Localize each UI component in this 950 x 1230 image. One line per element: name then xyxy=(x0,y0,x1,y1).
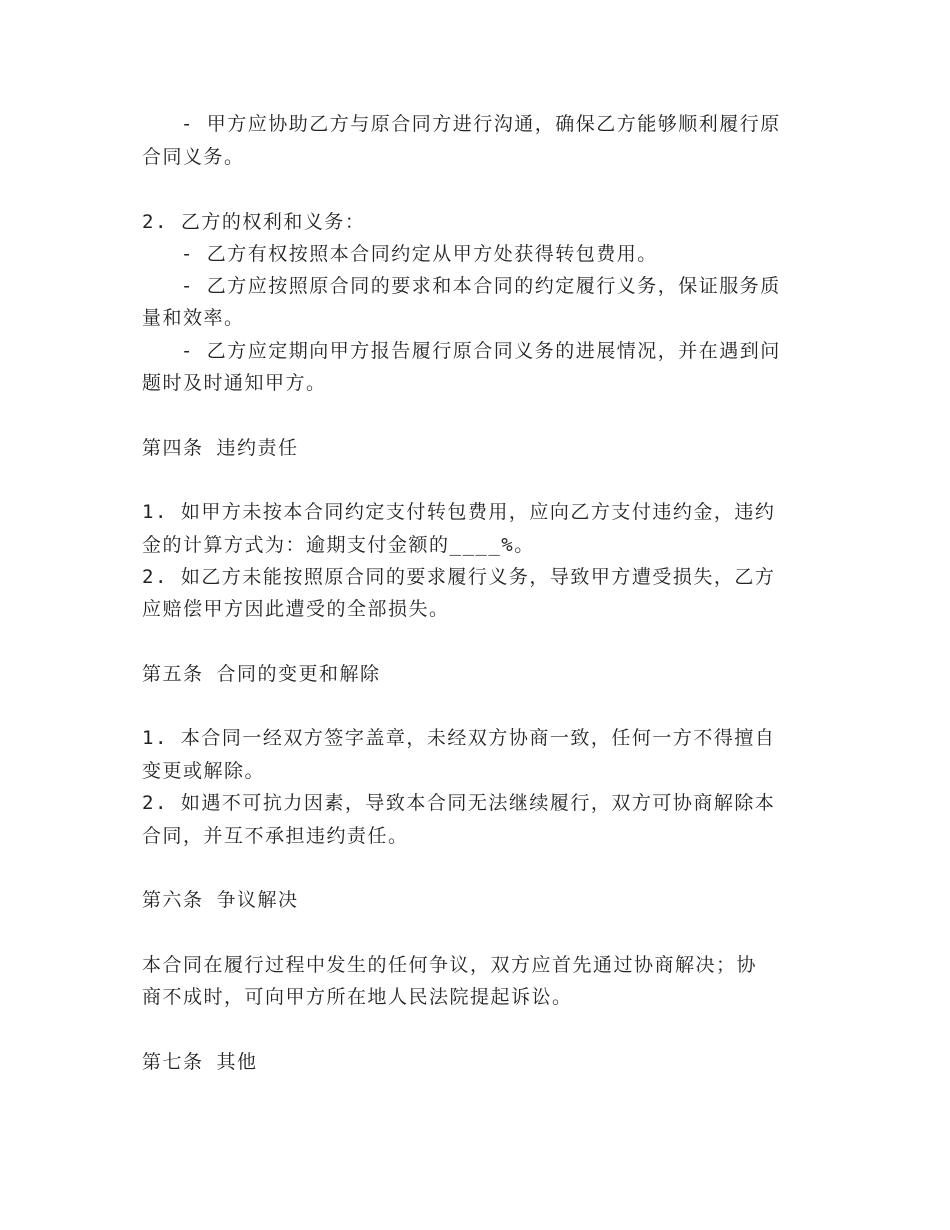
text-line: 1. 如甲方未按本合同约定支付转包费用，应向乙方支付违约金，违约 xyxy=(142,501,776,523)
section-heading: 第六条 争议解决 xyxy=(142,889,299,911)
text-line: - 乙方应按照原合同的要求和本合同的约定履行义务，保证服务质 xyxy=(142,275,781,297)
section-heading: 第四条 违约责任 xyxy=(142,437,299,459)
text-line: 金的计算方式为：逾期支付金额的____%。 xyxy=(142,534,535,556)
text-line: 合同义务。 xyxy=(142,146,245,168)
text-line: - 乙方应定期向甲方报告履行原合同义务的进展情况，并在遇到问 xyxy=(142,340,781,362)
text-line: 2. 乙方的权利和义务： xyxy=(142,211,366,233)
section-heading: 第七条 其他 xyxy=(142,1051,258,1073)
text-line: 变更或解除。 xyxy=(142,760,266,782)
section-heading: 第五条 合同的变更和解除 xyxy=(142,663,381,685)
text-line: - 乙方有权按照本合同约定从甲方处获得转包费用。 xyxy=(142,243,658,265)
text-line: 题时及时通知甲方。 xyxy=(142,372,327,394)
text-line: 应赔偿甲方因此遭受的全部损失。 xyxy=(142,598,450,620)
text-line: 合同，并互不承担违约责任。 xyxy=(142,825,409,847)
text-line: 量和效率。 xyxy=(142,307,245,329)
text-line: 2. 如乙方未能按照原合同的要求履行义务，导致甲方遭受损失，乙方 xyxy=(142,566,776,588)
text-line: 商不成时，可向甲方所在地人民法院提起诉讼。 xyxy=(142,986,573,1008)
text-line: - 甲方应协助乙方与原合同方进行沟通，确保乙方能够顺利履行原 xyxy=(142,113,781,135)
text-line: 2. 如遇不可抗力因素，导致本合同无法继续履行，双方可协商解除本 xyxy=(142,792,776,814)
text-line: 1. 本合同一经双方签字盖章，未经双方协商一致，任何一方不得擅自 xyxy=(142,727,776,749)
text-line: 本合同在履行过程中发生的任何争议，双方应首先通过协商解决；协 xyxy=(142,954,758,976)
